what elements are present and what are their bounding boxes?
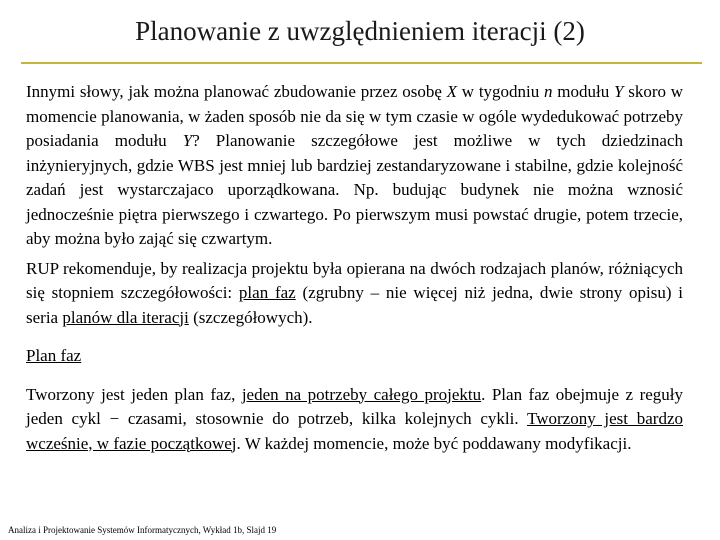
title-divider (21, 62, 702, 64)
text-span: Tworzony jest jeden plan faz, (26, 384, 242, 404)
slide-footer: Analiza i Projektowanie Systemów Informatycznych, Wykład 1b, Slajd 19 (8, 525, 277, 535)
text-span: ? Planowanie szczegółowe jest możliwe w tych dziedzinach inżynieryjnych, gdzie WBS jest mniej lub bardziej zestandaryzowane i stabilne, gdzie kolejność zadań jest wystarczajaco uporządkowana. Np. budując budynek nie można wznosić jednocześnie piętra pierwszego i czwartego. Po pierwszym musi powstać drugie, potem trzecie, aby można było zająć się czwartym. (26, 131, 683, 248)
text-span: RUP rekomenduje, by realizacja projektu była opierana na dwóch rodzajach planów, różniących się stopniem szczegółowości: (26, 258, 683, 302)
paragraph-phase-plan (26, 383, 683, 457)
heading-label: Plan faz (26, 346, 82, 365)
paragraph-iteration-planning (26, 80, 683, 252)
text-span: modułu (552, 82, 614, 101)
text-span: (szczegółowych). (188, 307, 313, 327)
variable-y: Y (613, 82, 624, 101)
phase-plan-term: plan faz (238, 283, 296, 302)
slide-content (26, 80, 683, 456)
text-span: skoro w momencie planowania, w żaden sposób nie da się w tym czasie w ogóle wydedukować potrzeby posiadania modułu (26, 82, 684, 150)
iteration-plans-term: planów dla iteracji (62, 307, 189, 327)
section-heading (26, 344, 683, 369)
emphasis-one-per-project: jeden na potrzeby całego projektu (241, 384, 482, 404)
text-span: . W każdej momencie, może być poddawany modyfikacji. (236, 433, 632, 453)
variable-x: X (446, 82, 458, 101)
text-span: . Plan faz obejmuje z reguły jeden cykl − czasami, stosownie do potrzeb, kilka kolejnych cykli. (26, 384, 683, 428)
text-span: Innymi słowy, jak można planować zbudowanie przez osobę (26, 82, 447, 101)
text-span: w tygodniu (457, 82, 545, 101)
emphasis-created-early: Tworzony jest bardzo wcześnie, w fazie początkowej (26, 409, 683, 453)
variable-n: n (544, 82, 553, 101)
variable-y: Y (182, 131, 193, 150)
text-span: (zgrubny – nie więcej niż jedna, dwie strony opisu) i seria (26, 283, 683, 327)
paragraph-rup-plans (26, 257, 683, 331)
page-title: Planowanie z uwzględnieniem iteracji (2) (135, 16, 585, 46)
